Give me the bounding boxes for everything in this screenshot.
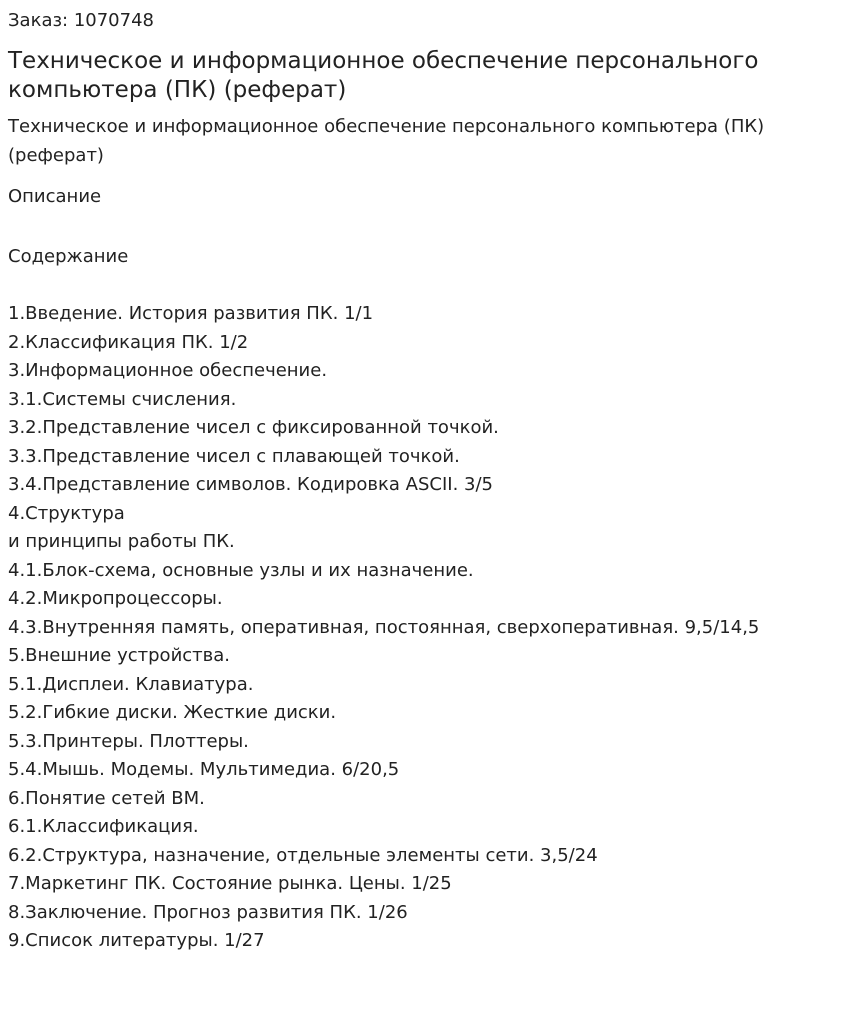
- toc-item: 3.2.Представление чисел с фиксированной точкой.: [8, 417, 499, 438]
- toc-item: 8.Заключение. Прогноз развития ПК. 1/26: [8, 901, 408, 923]
- toc-item: 6.2.Структура, назначение, отдельные элементы сети. 3,5/24: [8, 844, 598, 866]
- toc-item: 4.2.Микропроцессоры.: [8, 588, 223, 609]
- toc-item: 3.3.Представление чисел с плавающей точкой.: [8, 445, 460, 467]
- toc-item: 5.2.Гибкие диски. Жесткие диски.: [8, 702, 337, 723]
- document-subtitle: Техническое и информационное обеспечение персонального компьютера (ПК) (реферат): [8, 116, 765, 166]
- toc-item: 5.1.Дисплеи. Клавиатура.: [8, 673, 254, 695]
- toc-item: 3.4.Представление символов. Кодировка ASCII. 3/5: [8, 474, 493, 495]
- description-heading: Описание: [8, 186, 102, 207]
- toc-item: 4.3.Внутренняя память, оперативная, постоянная, сверхоперативная. 9,5/14,5: [8, 616, 760, 638]
- toc-item: 5.3.Принтеры. Плоттеры.: [8, 730, 249, 752]
- toc-item: 2.Классификация ПК. 1/2: [8, 331, 249, 353]
- order-number: Заказ: 1070748: [8, 10, 154, 31]
- document-page: [8, 0, 838, 956]
- toc-item: 6.Понятие сетей ВМ.: [8, 787, 205, 809]
- toc-item: 1.Введение. История развития ПК. 1/1: [8, 303, 374, 324]
- toc-item: 7.Маркетинг ПК. Состояние рынка. Цены. 1/25: [8, 873, 452, 894]
- table-of-contents: [8, 300, 838, 956]
- toc-item: 4.1.Блок-схема, основные узлы и их назначение.: [8, 559, 474, 581]
- toc-item: 5.4.Мышь. Модемы. Мультимедиа. 6/20,5: [8, 759, 400, 780]
- toc-item: 3.Информационное обеспечение.: [8, 360, 328, 381]
- document-title: Техническое и информационное обеспечение персонального компьютера (ПК) (реферат): [8, 48, 759, 103]
- toc-item: 9.Список литературы. 1/27: [8, 930, 265, 951]
- contents-heading: Содержание: [8, 246, 129, 267]
- toc-item: и принципы работы ПК.: [8, 531, 235, 552]
- toc-item: 4.Структура: [8, 502, 125, 524]
- toc-item: 5.Внешние устройства.: [8, 645, 231, 666]
- toc-item: 3.1.Системы счисления.: [8, 388, 237, 410]
- toc-item: 6.1.Классификация.: [8, 816, 199, 837]
